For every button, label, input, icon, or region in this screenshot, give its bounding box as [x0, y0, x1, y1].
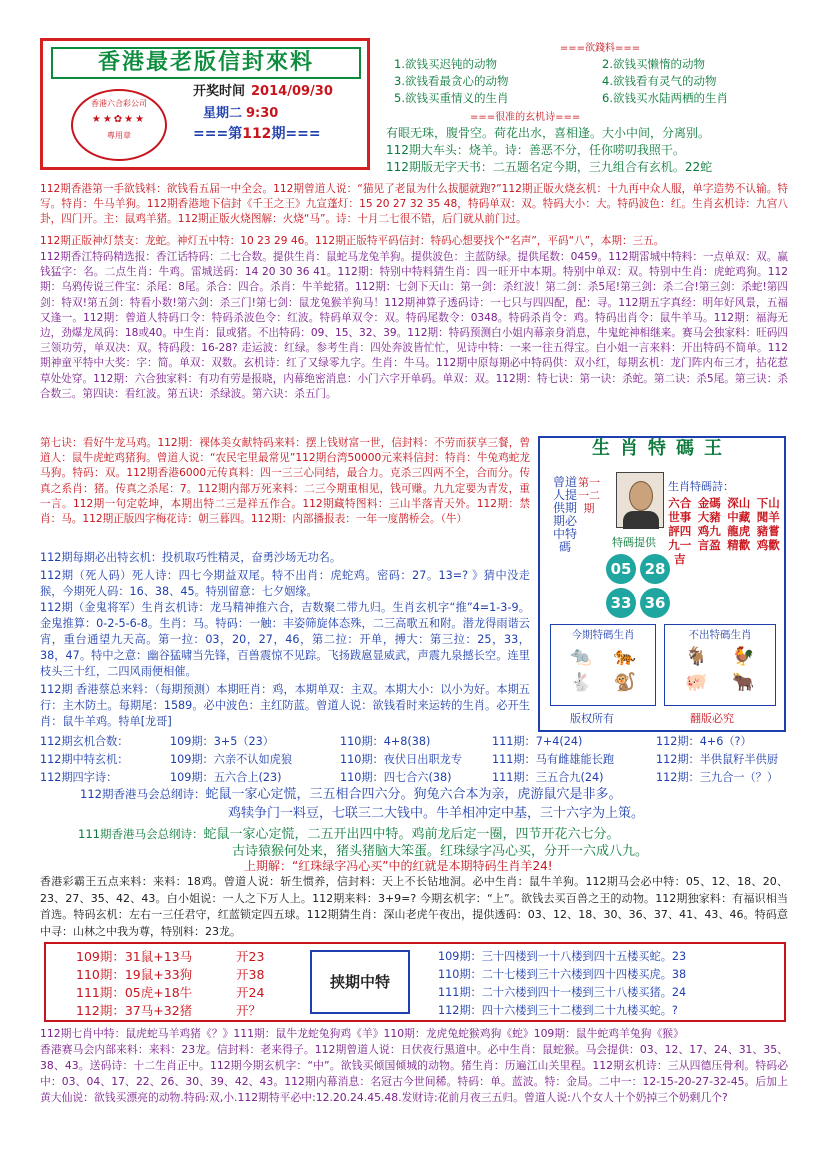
stats-cell: 112期四字诗：: [40, 771, 118, 784]
draw-clock: 9:30: [246, 106, 279, 121]
seal-stars: ★★✿★★: [91, 114, 147, 125]
combo-pair: 112期：37马+32猪: [76, 1003, 193, 1018]
main-paragraph: 112期香江特码精选报：香江话特码：二七合数。提供生肖：鼠蛇马龙兔羊狗。提供波色：主蓝防绿。提供尾数：0459。112期雷城中特料：一点单双：双。赢钱猛字：名。二点生肖：牛鸡。雷城送码：14 20 30 36 41。112期：特别中特料猜生肖：四一旺开中本期。特别中单双：双。特别中生肖：虎蛇鸡狗。112期：乌鸦传说三件宝：杀尾：8尾。杀合：四合。杀肖：牛羊蛇猪。112期：七剑下天山：第一剑：杀红波！第二剑：杀5尾!第三剑：杀二合!第三剑：杀蛇!第四剑：特双!第五剑：特看小数!第六剑：杀三门!第七剑：鼠龙兔猴羊狗马！112期神算子透码诗：一七只与四四配，配：寻。112期五字真经：明年好风景，五福又逢一。112期：曾道人特码口令：特码杀波色令：红波。特码单双令：双。特码尾数令：0348。特码杀肖令：鸡。特码出肖令：鼠牛羊马。112期：福海无边，劲爆龙凤码：18或40。中生肖：鼠或猪。不出特码：09、15、32、39。112期：特码预测白小姐内幕亲身消息，牛鬼蛇神相继来。赛马会独家料：旺码四三领功劳，单双决：双。特码段：16-28? 走运波：红绿。参考生肖：四处奔波皆忙忙，见诗中特：一来一往五得宝。白小姐一言来料：开出特码不简单。112期神童平特中大奖：字：简。单双：双数。玄机诗：红了又绿零九字。生肖：牛马。112期中原每期必中特码供：双小红，每期玄机：龙门阵内布三才，拈花惹草处处穿。112期：六合独家料：有功有劳是报晓，内幕绝密消息：小门六字开单码。单双：双。112期：特七诀：第一诀：杀蛇。第二诀：杀5尾。第三诀：杀合数三。第四诀：看红波。第五诀：杀绿波。第六诀：杀五门。: [40, 251, 788, 400]
poem-line: 鸡犊争门一料豆，七联三二大钱中。牛羊相冲定中基，三十六字为上策。: [228, 806, 645, 821]
number-ball: 36: [640, 588, 670, 618]
issue-number: [193, 127, 321, 141]
weekday: [203, 107, 278, 121]
stats-cell: 109期：六亲不认如虎狼: [170, 753, 293, 766]
goat-icon: 🐐: [685, 646, 708, 667]
poem-column: 下山聞羊豬嘗鸡歡: [756, 496, 780, 552]
main-paragraph: 112期香港第一手欲钱料：欲钱看五届一中全会。112期曾道人说：“猫见了老鼠为什么拔腿就跑?”112期正版火烧玄机：十九再中众人服，单字造势不认输。特写。特肖：牛马羊狗。112期香港地下信封《千王之王》九宣蓬灯：15 20 27 32 35 48，特码单双：双。特码大小：大。特码波色：红。生肖玄机诗：九宫八卦，四门开。主：鼠鸡羊猪。112期正版火烧图解：火烧“马”。诗：十月二七很不错，后门就从前门过。: [40, 183, 788, 226]
main-paragraph: 112期正版神灯禁支：龙蛇。神灯五中特：10 23 29 46。112期正版特平码信封：特码心想要找个“名声”，平码“八”，本期：三五。: [40, 235, 665, 247]
stats-cell: 110期：4+8(38): [340, 735, 431, 748]
issue-no: 112: [242, 126, 272, 142]
wish-item: 1.欲钱买迟钝的动物: [394, 57, 497, 71]
seal-bottom: 專用章: [107, 131, 131, 140]
king-title: 生肖特碼王: [592, 438, 732, 459]
piracy-warning: 翻版必究: [690, 712, 734, 725]
page-title: 香港最老版信封來料: [51, 47, 361, 79]
poem-column: 金碼大豬鸡九言盈: [697, 496, 721, 552]
stats-cell: 112期：4+6（?）: [656, 735, 752, 748]
portrait-image: [616, 472, 664, 528]
floor-row: 110期：二十七楼到三十六楼到四十四楼买虎。38: [438, 968, 687, 981]
clip-label: 挟期中特: [310, 950, 410, 1014]
wish-item: 4.欲钱看有灵气的动物: [602, 74, 717, 88]
hint-text: “红珠绿字冯心买”中的红就是本期特码生肖羊24!: [292, 859, 553, 873]
stats-cell: 111期：三五合九(24): [492, 771, 604, 784]
tiger-icon: 🐅: [613, 646, 637, 667]
mystic-line: 有眼无珠，腹骨空。荷花出水，喜相逢。大小中间，分离别。: [386, 126, 711, 140]
issue-prefix: ===第: [193, 126, 243, 142]
number-ball: 05: [606, 554, 636, 584]
combo-row: [76, 1002, 306, 1020]
portrait-body: [623, 511, 659, 529]
rabbit-icon: 🐇: [569, 672, 593, 693]
issue-suffix: 期===: [271, 126, 321, 142]
weekday-label: 星期二: [203, 106, 243, 121]
king-poem: [666, 496, 782, 566]
seven-zodiac-line: 112期七肖中特：鼠虎蛇马羊鸡猪《？》111期：鼠牛龙蛇兔狗鸡《羊》110期：龙虎兔蛇猴鸡狗《蛇》109期：鼠牛蛇鸡羊兔狗《猴》: [40, 1027, 684, 1040]
floor-row: 109期：三十四楼到一十八楼到四十五楼买蛇。23: [438, 950, 687, 963]
number-ball: 33: [606, 588, 636, 618]
king-poem-heading: 生肖特碼詩：: [668, 480, 734, 493]
stats-cell: 112期：三九合一（？）: [656, 771, 779, 784]
wish-item: 2.欲钱买懒惰的动物: [602, 57, 705, 71]
wishes-section: [390, 42, 810, 106]
last-issue-hint: [244, 856, 553, 876]
hint-label: 上期解：: [244, 859, 293, 873]
stats-cell: 109期：3+5（23）: [170, 735, 274, 748]
stats-cell: 112期：半供鼠籽半供厨: [656, 753, 779, 766]
stats-cell: 110期：四七合六(38): [340, 771, 452, 784]
floor-row: 112期：四十六楼到三十二楼到二十九楼买蛇。?: [438, 1004, 678, 1017]
stats-cell: 112期玄机合数：: [40, 735, 129, 748]
stats-cell: 112期中特玄机：: [40, 753, 129, 766]
hk-king-paragraph: 香港彩霸王五点来料：来料：18鸡。曾道人说：斩生惯养，信封料：天上不长钻地洞。必中生肖：鼠牛羊狗。112期马会必中特：05、12、18、20、23、27、35、42、43。白小姐说：一人之下万人上。112期来料：3+9=? 今期玄机字：“上”。欲钱去买百兽之王的动物。112期独家料：有福识相当首选。特码玄机：左右一三任君守，红蓝锁定四五球。112期猜生肖：深山老虎午夜出，提供透码：03、12、18、30、36、37、41、43、46。特码意中寻：山林之中我为尊，特别料：23龙。: [40, 875, 788, 938]
company-seal: [71, 89, 167, 161]
poem-line: 古诗猿猴何处来，猪头猪脑大笨蛋。红珠绿字冯心买，分开一六成八九。: [232, 844, 649, 859]
mystic-heading: ===很准的玄机诗===: [470, 112, 581, 123]
wish-item: 6.欲钱买水陆两栖的生肖: [602, 91, 728, 105]
mystic-line: 112期大车头：烧羊。诗：善恶不分，任你唠叨我照干。: [386, 143, 685, 157]
special-paragraph: 112期每期必出特玄机：投机取巧性精灵，奋勇沙场无功名。: [40, 551, 342, 564]
footer-paragraph: 香港赛马会内部来料：来料：23龙。信封料：老来得子。112期曾道人说：日伏夜行黑道中。必中生肖：鼠蛇猴。马会提供：03、12、17、24、31、35、38、43。送码诗：十二生肖正中。112期今期玄机字：“中”。欲钱买倾国倾城的动物。猪生肖：历遍江山关里程。112期玄机诗：三从四德压骨利。特码必中：03、04、17、22、26、30、39、42、43。112期内幕消息：名冠古今世间稀。特码：单。蓝波。特：金局。二中一：12-15-20-27-32-45。后加上黄大仙说：欲钱买漂亮的动物.特码:双,小.112期特平必中:12.20.24.45.48.发财诗:花前月夜三五归。曾道人说:八个女人十个奶掉三个奶剩几个?: [40, 1043, 788, 1104]
pig-icon: 🐖: [685, 672, 708, 693]
floor-list: [438, 948, 784, 1020]
poem-label: 111期香港马会总纲诗：: [78, 827, 204, 841]
combo-result: 开？: [236, 1003, 262, 1018]
stats-row: [40, 734, 752, 750]
combo-row: [76, 984, 306, 1002]
stats-cell: 111期：马有雌雄能长跑: [492, 753, 615, 766]
ox-icon: 🐂: [732, 672, 755, 693]
zodiac-king-panel: [538, 436, 786, 732]
wishes-list: [394, 56, 810, 106]
copyright-label: 版权所有: [570, 712, 614, 725]
special-paragraph: 112期（金鬼将军）生肖玄机诗：龙马精神推六合，吉数聚二带九归。生肖玄机字“推”4=1-3-9。金鬼推算：0-2-5-6-8。生肖：马。特码：一触：丰姿筛旋体态殊，二三高歌五和附。潜龙得雨谐云宵，重台通望九天高。第一拉：03，20，27，46，第二拉：开单，搏大：第三拉：25，33，38，47。特中之意：幽谷猛啸当先锋，百兽震惊不见踪。飞扬跋扈显威武，声震九泉撼长空。连里枝头三十红，二四风雨便相催。: [40, 601, 530, 678]
combo-result: 开24: [236, 985, 265, 1000]
today-zodiac-box: [550, 624, 656, 706]
combo-pair: 110期：19鼠+33狗: [76, 967, 193, 982]
wish-item: 5.欲钱买重情义的生肖: [394, 91, 509, 105]
special-paragraph: 112期（死人码）死人诗：四七今期益双尾。特不出肖：虎蛇鸡。密码：27。13=? 》猜中没走猴，今期死人码：16、38、45。特别留意：七夕姻缘。: [40, 569, 530, 598]
monkey-icon: 🐒: [613, 672, 637, 693]
poem-column: 深山中藏龍虎精歡: [727, 496, 751, 552]
hk-poem-112: [80, 784, 621, 805]
floor-row: 111期：二十六楼到四十一楼到三十八楼买猪。24: [438, 986, 687, 999]
stats-cell: 111期：7+4(24): [492, 735, 583, 748]
not-out-zodiac-box: [664, 624, 776, 706]
portrait-face: [629, 481, 653, 511]
main-paragraph: 第七诀：看好牛龙马鸡。112期：裸体美女献特码来料：摆上钱财富一世，信封料：不劳而获享三餐，曾道人：鼠牛虎蛇鸡猪狗。曾道人说：“农民宅里最常见”112期台湾50000元来料信封：特肖：牛兔鸡蛇龙马狗。特码：双。112期香港6000元传真料：四一三三心同结，最合力。克杀三四两不全，合而分。传真之系肖：猪。传真之杀尾：7。112期内部万死来料：二三今期重相见，钱可赚。九九定要为青发，重一言。112期一句定乾坤，本期出特二三是祥五作合。112期藏特图料：三山半落青天外。112期：禁肖：马。112期正版四字梅花诗：朝三暮四。112期：内部播报表：一年一度鹊桥会。（牛）: [40, 437, 530, 526]
tema-label: 特碼提供: [612, 536, 656, 549]
mystic-line: 112期版无字天书：二五题名定今期，三九组合有玄机。22蛇: [386, 160, 713, 174]
not-out-zodiac-label: 不出特碼生肖: [688, 629, 752, 641]
combo-pair: 111期：05虎+18牛: [76, 985, 193, 1000]
combo-row: [76, 948, 306, 966]
poem-line: 蛇鼠一家心定慌，三五相合四六分。狗兔六合本为亲，虎游鼠穴是非多。: [205, 787, 622, 802]
combo-result: 开23: [236, 949, 265, 964]
rat-icon: 🐀: [569, 646, 593, 667]
poem-label: 112期香港马会总纲诗：: [80, 787, 206, 801]
wish-item: 3.欲钱看最贪心的动物: [394, 74, 509, 88]
poem-line: 蛇鼠一家心定慌，二五开出四中特。鸡前龙后定一圈，四节开花六七分。: [203, 827, 620, 842]
seal-text: 香港六合彩公司: [91, 99, 147, 108]
header-box: [40, 38, 370, 170]
stats-cell: 109期：五六合上(23): [170, 771, 282, 784]
draw-time-label: 开奖时间: [193, 84, 246, 99]
today-zodiac-label: 今期特碼生肖: [571, 629, 635, 641]
mystic-poem: [386, 125, 712, 176]
bottom-box: [44, 942, 786, 1022]
combo-pair: 109期：31鼠+13马: [76, 949, 193, 964]
combo-result: 开38: [236, 967, 265, 982]
poem-column: 六合世事評四九一吉: [668, 496, 692, 566]
king-vertical-text: 曾道人提供期期必中特碼: [552, 475, 577, 554]
rooster-icon: 🐓: [732, 646, 755, 667]
combo-list: [76, 948, 306, 1020]
wishes-heading: ===欲錢料===: [559, 43, 641, 54]
stats-cell: 110期：夜伏日出职龙专: [340, 753, 463, 766]
king-vertical-issue: 第一一二期: [578, 476, 600, 515]
combo-row: [76, 966, 306, 984]
draw-time: [193, 85, 333, 99]
draw-date: 2014/09/30: [251, 84, 333, 99]
stats-row: [40, 752, 778, 768]
special-paragraph: 112期 香港蔡总来料：（每期预测）本期旺肖：鸡，本期单双：主双。本期大小：以小为好。本期五行：主木防土。每期尾：1589。必中波色：主红防蓝。曾道人说：欲钱看时来运转的生肖。必开生肖：鼠牛羊鸡。特单[龙哥]: [40, 683, 530, 728]
number-ball: 28: [640, 554, 670, 584]
